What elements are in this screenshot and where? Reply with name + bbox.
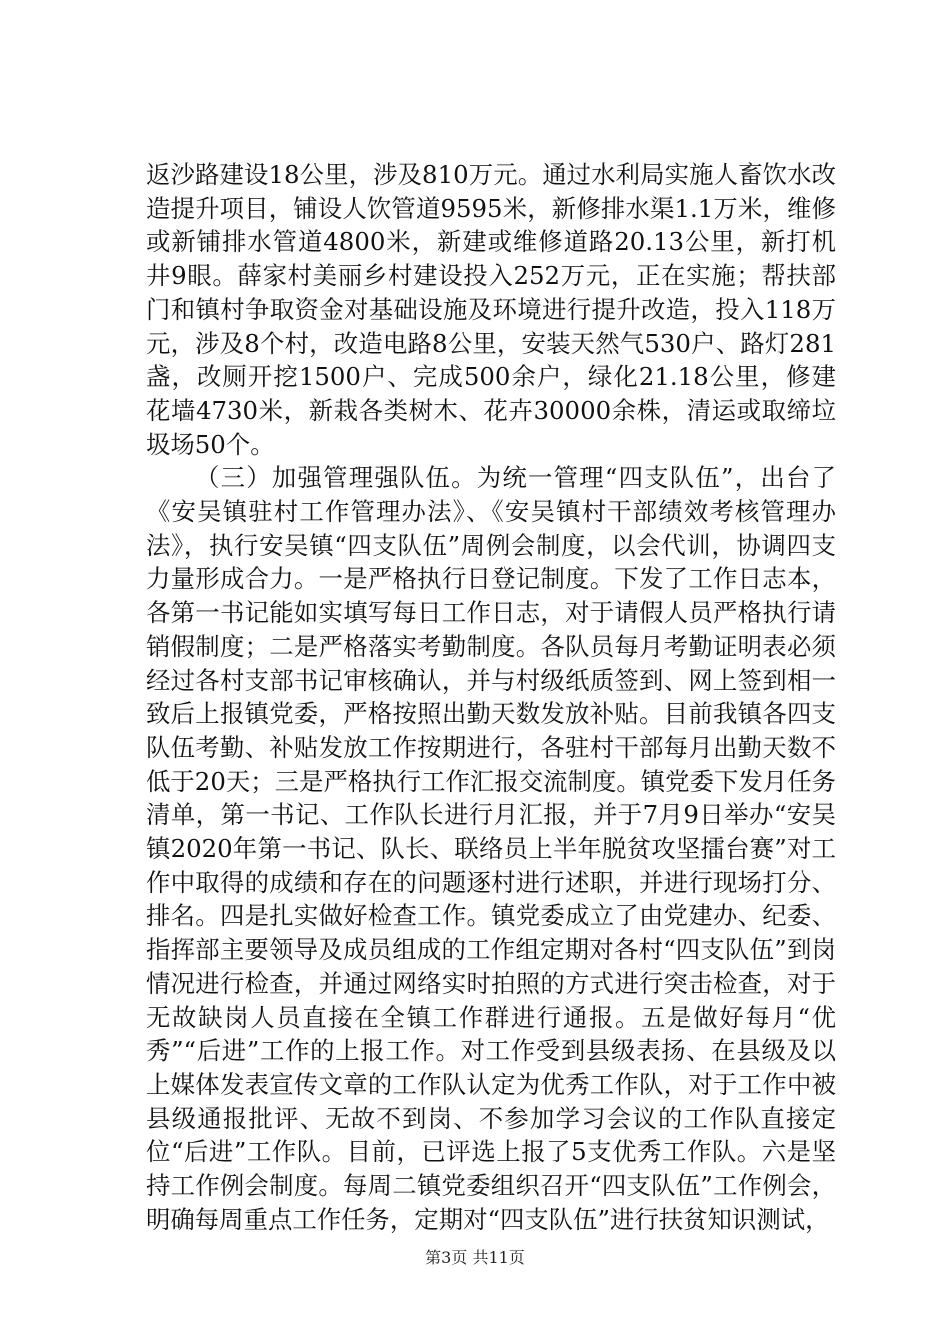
paragraph-continued: 返沙路建设18公里，涉及810万元。通过水利局实施人畜饮水改造提升项目，铺设人饮管道9595米，新修排水渠1.1万米，维修或新铺排水管道4800米，新建或维修道路20.13公里，新打机井9眼。薛家村美丽乡村建设投入252万元，正在实施；帮扶部门和镇村争取资金对基础设施及环境进行提升改造，投入118万元，涉及8个村，改造电路8公里，安装天然气530户、路灯281盏，改厕开挖1500户、完成500余户，绿化21.18公里，修建花墙4730米，新栽各类树木、花卉30000余株，清运或取缔垃圾场50个。 [146,160,836,459]
document-body [146,158,836,1237]
paragraph-section-three: （三）加强管理强队伍。为统一管理“四支队伍”，出台了《安吴镇驻村工作管理办法》、《安吴镇村干部绩效考核管理办法》，执行安吴镇“四支队伍”周例会制度，以会代训，协调四支力量形成合力。一是严格执行日登记制度。下发了工作日志本，各第一书记能如实填写每日工作日志，对于请假人员严格执行请销假制度；二是严格落实考勤制度。各队员每月考勤证明表必须经过各村支部书记审核确认，并与村级纸质签到、网上签到相一致后上报镇党委，严格按照出勤天数发放补贴。目前我镇各四支队伍考勤、补贴发放工作按期进行，各驻村干部每月出勤天数不低于20天；三是严格执行工作汇报交流制度。镇党委下发月任务清单，第一书记、工作队长进行月汇报，并于7月9日举办“安吴镇2020年第一书记、队长、联络员上半年脱贫攻坚擂台赛”对工作中取得的成绩和存在的问题逐村进行述职，并进行现场打分、排名。四是扎实做好检查工作。镇党委成立了由党建办、纪委、指挥部主要领导及成员组成的工作组定期对各村“四支队伍”到岗情况进行检查，并通过网络实时拍照的方式进行突击检查，对于无故缺岗人员直接在全镇工作群进行通报。五是做好每月“优秀”“后进”工作的上报工作。对工作受到县级表扬、在县级及以上媒体发表宣传文章的工作队认定为优秀工作队，对于工作中被县级通报批评、无故不到岗、不参加学习会议的工作队直接定位“后进”工作队。目前，已评选上报了5支优秀工作队。六是坚持工作例会制度。每周二镇党委组织召开“四支队伍”工作例会，明确每周重点工作任务，定期对“四支队伍”进行扶贫知识测试， [146,463,836,1234]
page-number-footer: 第3页 共11页 [425,1248,525,1267]
